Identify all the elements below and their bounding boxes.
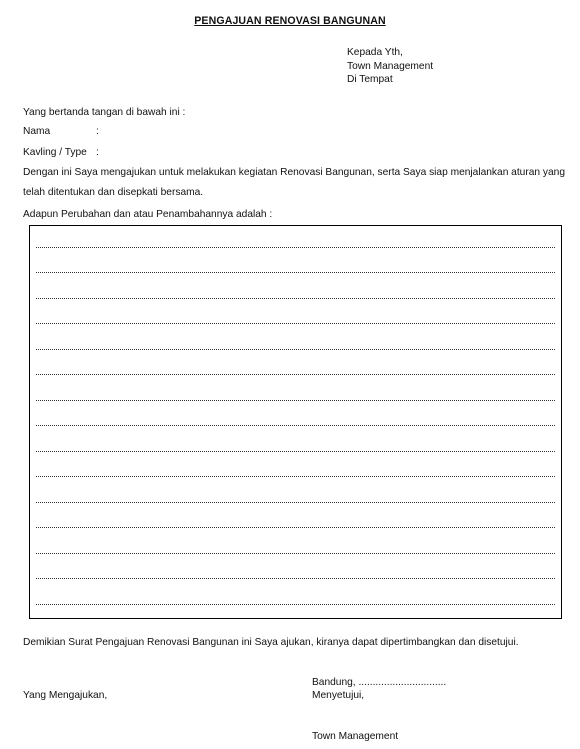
recipient-name: Town Management [347,61,434,72]
field-colon-kavling: : [96,147,99,158]
field-label-kavling: Kavling / Type [23,147,87,158]
closing-statement: Demikian Surat Pengajuan Renovasi Bangunan ini Saya ajukan, kiranya dapat dipertimbangkan dan disetujui. [23,637,519,648]
field-colon-nama: : [96,126,99,137]
document-title: PENGAJUAN RENOVASI BANGUNAN [194,15,386,27]
dotted-line[interactable] [36,553,555,554]
dotted-line[interactable] [36,527,555,528]
dotted-line[interactable] [36,349,555,350]
dotted-line[interactable] [36,374,555,375]
dotted-line[interactable] [36,247,555,248]
dotted-line[interactable] [36,476,555,477]
intro-text: Yang bertanda tangan di bawah ini : [23,107,186,118]
dotted-line[interactable] [36,502,555,503]
applicant-signature-label: Yang Mengajukan, [23,690,108,701]
body-paragraph-line-1: Dengan ini Saya mengajukan untuk melakukan kegiatan Renovasi Bangunan, serta Saya siap menjalankan aturan yang [23,167,565,178]
dotted-line[interactable] [36,272,555,273]
recipient-location: Di Tempat [347,74,393,85]
dotted-line[interactable] [36,323,555,324]
recipient-greeting: Kepada Yth, [347,47,403,58]
dotted-line[interactable] [36,578,555,579]
changes-label: Adapun Perubahan dan atau Penambahannya adalah : [23,209,273,220]
approver-name: Town Management [312,731,399,742]
dotted-line[interactable] [36,604,555,605]
dotted-line[interactable] [36,298,555,299]
place-date: Bandung, ............................... [312,677,447,688]
body-paragraph-line-2: telah ditentukan dan disepkati bersama. [23,187,204,198]
changes-box[interactable] [29,225,562,619]
field-label-nama: Nama [23,126,51,137]
dotted-line[interactable] [36,451,555,452]
dotted-line[interactable] [36,400,555,401]
dotted-line[interactable] [36,425,555,426]
approver-signature-label: Menyetujui, [312,690,365,701]
